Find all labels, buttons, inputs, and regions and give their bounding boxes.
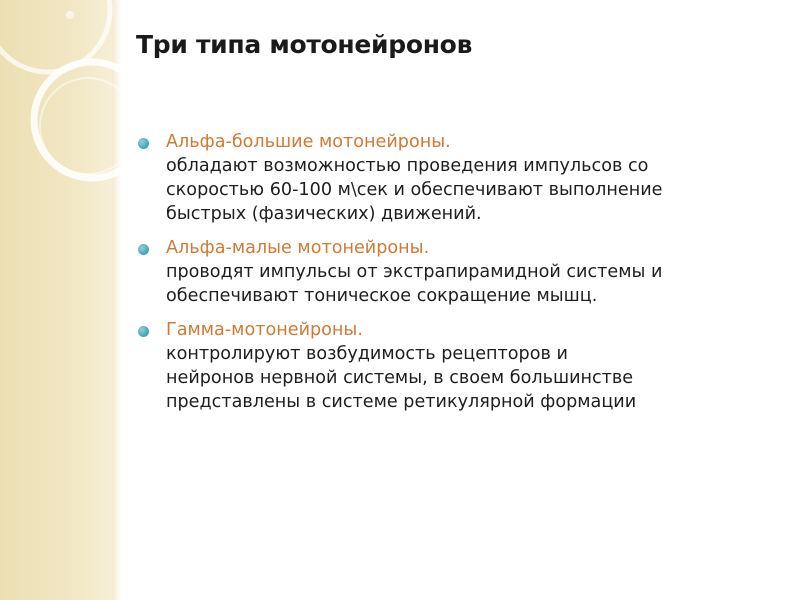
- bullet-heading: Альфа-малые мотонейроны.: [166, 238, 430, 258]
- decor-ring-medium: [34, 62, 150, 178]
- bullet-text-line: обладают возможностью проведения импульсов со: [166, 156, 649, 176]
- bullet-text-line: обеспечивают тоническое сокращение мышц.: [166, 286, 598, 306]
- bullet-text-line: представлены в системе ретикулярной формации: [166, 392, 637, 412]
- bullet-heading: Альфа-большие мотонейроны.: [166, 132, 451, 152]
- circle-bullet-icon: [138, 326, 149, 337]
- bullet-text-line: проводят импульсы от экстрапирамидной системы и: [166, 262, 663, 282]
- bullet-list: [136, 130, 786, 424]
- bullet-text-line: контролируют возбудимость рецепторов и: [166, 344, 568, 364]
- slide-title: Три типа мотонейронов: [136, 30, 473, 59]
- circle-bullet-icon: [138, 244, 149, 255]
- decor-dot: [66, 11, 74, 19]
- bullet-text-line: нейронов нервной системы, в своем большинстве: [166, 368, 634, 388]
- bullet-item-alpha-large: [136, 130, 786, 226]
- bullet-text-line: скоростью 60-100 м\сек и обеспечивают выполнение: [166, 180, 663, 200]
- bullet-item-gamma: [136, 318, 786, 414]
- bullet-heading: Гамма-мотонейроны.: [166, 320, 363, 340]
- decor-ring-small: [40, 78, 136, 174]
- circle-bullet-icon: [138, 138, 149, 149]
- bullet-item-alpha-small: [136, 236, 786, 308]
- bullet-text-line: быстрых (фазических) движений.: [166, 204, 482, 224]
